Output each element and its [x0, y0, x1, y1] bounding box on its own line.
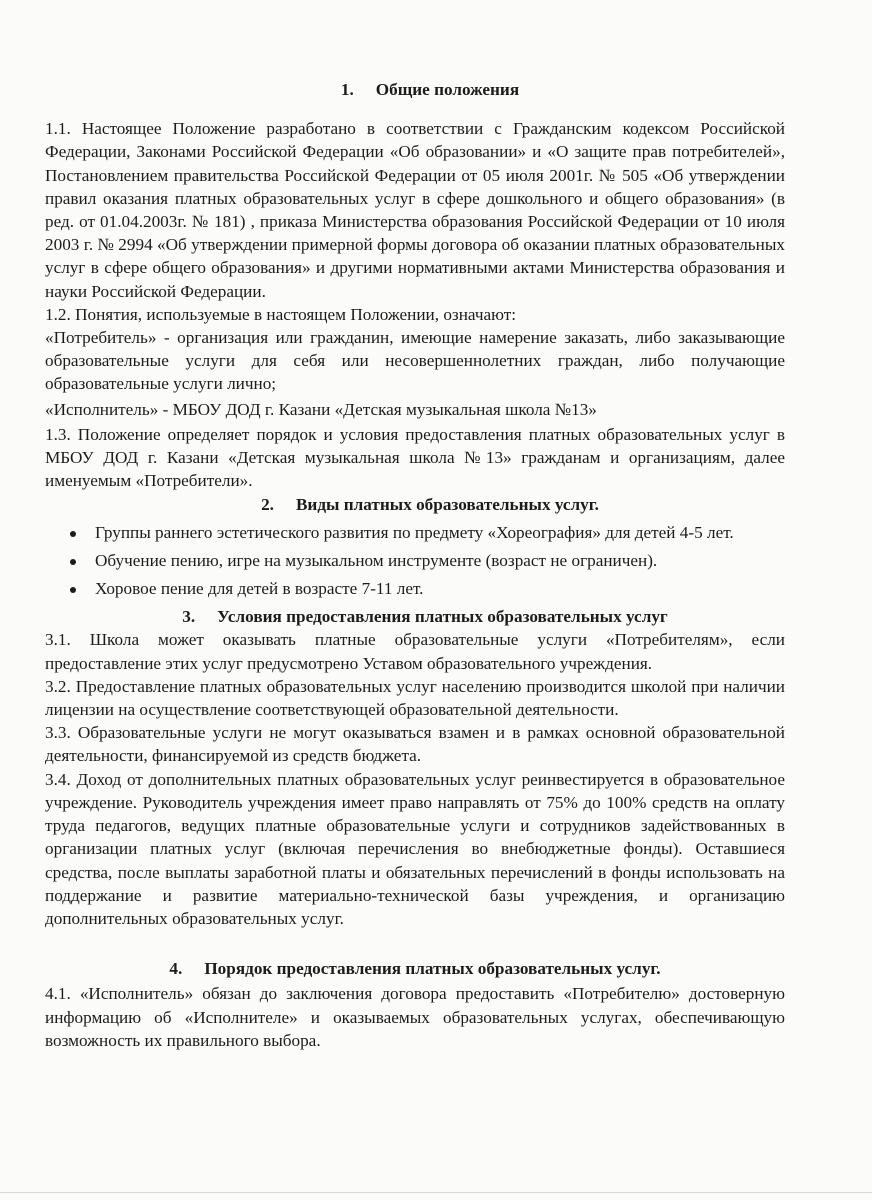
section-number: 2.: [261, 495, 274, 515]
paragraph-3-4: 3.4. Доход от дополнительных платных образовательных услуг реинвестируется в образовательное учреждение. Руководитель учреждения имеет право направлять от 75% до 100% средств на оплату труда педагогов, ведущих платные образовательные услуги и сотрудников задействованных в организации платных услуг (включая перечисления во внебюджетные фонды). Оставшиеся средства, после выплаты заработной платы и обязательных перечислений в фонды использовать на поддержание и развитие материально-технической базы учреждения, и организацию дополнительных образовательных услуг.: [45, 769, 785, 928]
page-edge-line: [0, 1192, 872, 1193]
section-title: Виды платных образовательных услуг.: [295, 495, 599, 515]
paragraph-4-1: 4.1. «Исполнитель» обязан до заключения договора предоставить «Потребителю» достоверную информацию об «Исполнителе» и оказываемых образовательных услугах, обеспечивающую возможность их правильного выбора.: [45, 984, 785, 1050]
paragraph-3-2: 3.2. Предоставление платных образовательных услуг населению производится школой при наличии лицензии на осуществление соответствующей образовательной деятельности.: [45, 676, 785, 720]
section-number: 3.: [182, 607, 196, 627]
list-item: Группы раннего эстетического развития по предмету «Хореография» для детей 4-5 лет.: [45, 521, 785, 544]
definition-executor: «Исполнитель» - МБОУ ДОД г. Казани «Детская музыкальная школа №13»: [45, 399, 597, 419]
document-page: [45, 78, 785, 1052]
list-item: Хоровое пение для детей в возрасте 7-11 лет.: [45, 577, 785, 600]
paragraph-3-1: 3.1. Школа может оказывать платные образовательные услуги «Потребителям», если предоставление этих услуг предусмотрено Уставом образовательного учреждения.: [45, 630, 785, 673]
paragraph-1-3: 1.3. Положение определяет порядок и условия предоставления платных образовательных услуг в МБОУ ДОД г. Казани «Детская музыкальная школа №13» гражданам и организациям, далее именуемым «Потребители».: [45, 424, 785, 491]
section-title: Порядок предоставления платных образовательных услуг.: [204, 959, 661, 979]
section-number: 4.: [169, 959, 183, 979]
list-item: Обучение пению, игре на музыкальном инструменте (возраст не ограничен).: [45, 549, 785, 572]
paragraph-3-3: 3.3. Образовательные услуги не могут оказываться взамен и в рамках основной образовательной деятельности, финансируемой из средств бюджета.: [45, 723, 785, 766]
section-1-heading: [45, 78, 785, 101]
bullet-icon: [70, 587, 76, 593]
paragraph-1-2: 1.2. Понятия, используемые в настоящем Положении, означают:: [45, 304, 517, 324]
section-title: Общие положения: [375, 80, 520, 99]
definition-consumer: «Потребитель» - организация или гражданин, имеющие намерение заказать, либо заказывающие образовательные услуги для себя или несовершеннолетних граждан, либо получающие образовательные услуги лично;: [45, 328, 785, 394]
section-4-heading: [45, 957, 785, 980]
section-2-heading: [45, 493, 785, 516]
bullet-icon: [70, 559, 76, 565]
section-number: 1.: [340, 80, 354, 99]
section-title: Условия предоставления платных образовательных услуг: [217, 607, 668, 627]
services-list: [45, 521, 785, 601]
section-3-heading: [45, 605, 785, 628]
bullet-icon: [70, 531, 76, 537]
paragraph-1-1: 1.1. Настоящее Положение разработано в соответствии с Гражданским кодексом Российской Федерации, Законами Российской Федерации «Об образовании» и «О защите прав потребителей», Постановлением правительства Российской Федерации от 05 июля 2001г. № 505 «Об утверждении правил оказания платных образовательных услуг в сфере дошкольного и общего образования» (в ред. от 01.04.2003г. № 181) , приказа Министерства образования Российской Федерации от 10 июля 2003 г. № 2994 «Об утверждении примерной формы договора об оказании платных образовательных услуг в сфере общего образования» и другими нормативными актами Министерства образования и науки Российской Федерации.: [45, 119, 785, 301]
